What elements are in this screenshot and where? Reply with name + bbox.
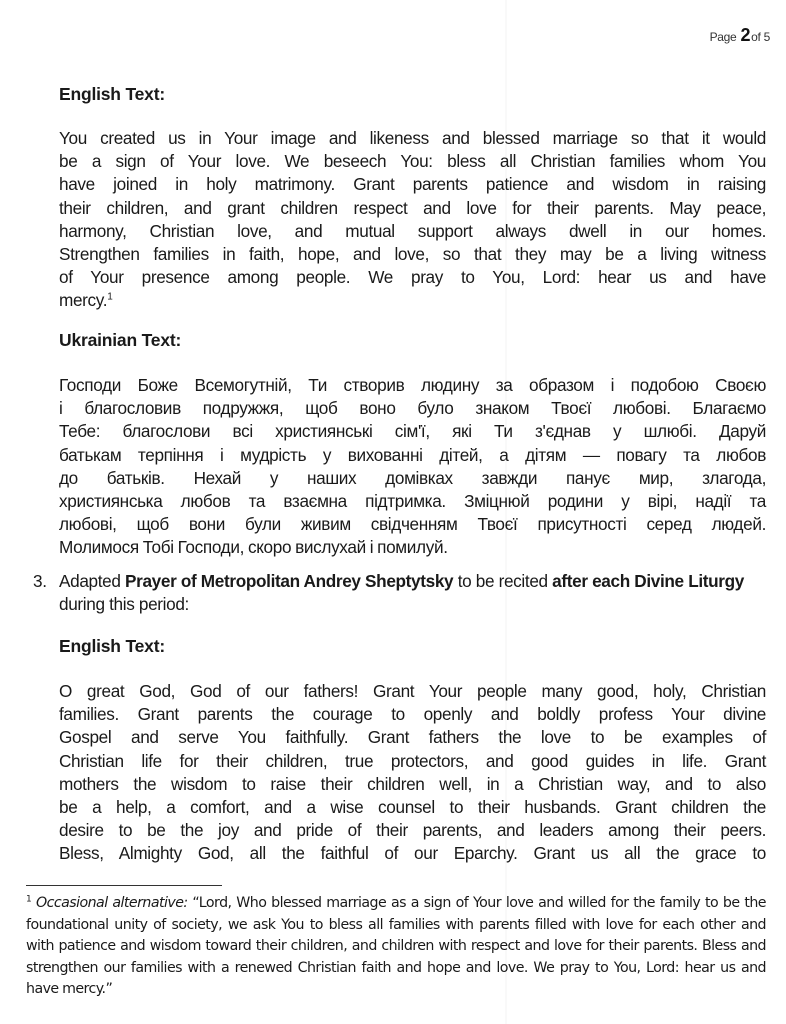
text-line: Christian life for their children, true protectors, and good guides in life. Grant (59, 750, 766, 771)
text-line: Bless, Almighty God, all the faithful of our Eparchy. Grant us all the grace to (59, 843, 766, 864)
footnote-line: with patience and wisdom toward their children, and children with respect and love for their parents. Bless and (26, 938, 766, 954)
text-line: have joined in holy matrimony. Grant parents patience and wisdom in raising (59, 174, 766, 195)
page-indicator (710, 25, 770, 46)
text-line: mothers the wisdom to raise their children well, in a Christian way, and to also (59, 773, 766, 794)
list-item-number: 3. (33, 571, 47, 591)
text-line: Strengthen families in faith, hope, and love, so that they may be a living witness (59, 244, 766, 265)
text-line: of Your presence among people. We pray to You, Lord: hear us and have (59, 267, 766, 288)
footnote-marker: 1 (26, 894, 32, 905)
footnote-line: have mercy.” (26, 981, 113, 997)
text-line: Gospel and serve You faithfully. Grant fathers the love to be examples of (59, 727, 766, 748)
page-label: Page (709, 30, 737, 44)
text-line: families. Grant parents the courage to openly and boldly profess Your divine (59, 704, 766, 725)
footnote-label: Occasional alternative: (35, 895, 188, 911)
footnote-line: strengthen our families with a renewed Christian faith and hope and love. We pray to You, Lord: hear us and (26, 959, 766, 976)
item-bold-timing: after each Divine Liturgy (552, 571, 744, 591)
page-total: of 5 (751, 30, 770, 44)
item-text: during this period: (59, 594, 189, 615)
text-line: O great God, God of our fathers! Grant Your people many good, holy, Christian (59, 681, 766, 701)
text-line: батькам терпіння і мудрість у вихованні дітей, а дітям — повагу та любов (59, 444, 766, 465)
sheptytsky-prayer-paragraph (59, 680, 766, 866)
footnote-line (26, 893, 766, 915)
english-text-heading: English Text: (59, 84, 165, 104)
text-line-content: mercy. (59, 290, 108, 311)
text-line: be a sign of Your love. We beseech You: bless all Christian families whom You (59, 151, 766, 172)
footnote-line: foundational unity of society, we ask You to bless all families with parents filled with love for each other and (26, 916, 766, 933)
item-text: Adapted (59, 571, 126, 591)
text-line: desire to be the joy and pride of their parents, and leaders among their peers. (59, 820, 766, 841)
list-item-3 (33, 570, 766, 616)
ukrainian-text-heading: Ukrainian Text: (59, 330, 182, 350)
footnote-separator (26, 885, 222, 886)
ukrainian-prayer-paragraph (59, 374, 766, 560)
english-text-heading-2: English Text: (59, 636, 165, 656)
footnote (26, 893, 766, 1001)
text-line: their children, and grant children respect and love for their parents. May peace, (59, 197, 766, 218)
item-text: to be recited (453, 571, 553, 591)
text-line: You created us in Your image and likeness and blessed marriage so that it would (59, 128, 766, 148)
footnote-reference[interactable]: 1 (107, 291, 113, 303)
text-line: be a help, a comfort, and a wise counsel to their husbands. Grant children the (59, 797, 766, 818)
page-current: 2 (740, 25, 751, 45)
text-line: Тебе: благослови всі християнські сім'ї, які Ти з'єднав у шлюбі. Даруй (59, 421, 766, 442)
list-item-body (59, 570, 766, 616)
item-bold-title: Prayer of Metropolitan Andrey Sheptytsky (125, 571, 454, 591)
text-line: Молимося Тобі Господи, скоро вислухай і помилуй. (59, 537, 448, 558)
text-line: християнська любов та взаємна підтримка. Зміцнюй родини у вірі, надії та (59, 491, 766, 512)
text-line: і благословив подружжя, щоб воно було знаком Твоєї любові. Благаємо (59, 398, 766, 419)
footnote-text: “Lord, Who blessed marriage as a sign of Your love and willed for the family to be the (187, 895, 766, 911)
text-line (59, 289, 766, 312)
text-line: Господи Боже Всемогутній, Ти створив людину за образом і подобою Своєю (59, 375, 766, 395)
text-line: до батьків. Нехай у наших домівках завжди панує мир, злагода, (59, 467, 766, 488)
text-line: любові, щоб вони були живим свідченням Твоєї присутності серед людей. (59, 514, 766, 535)
english-prayer-paragraph (59, 127, 766, 313)
text-line: harmony, Christian love, and mutual support always dwell in our homes. (59, 220, 766, 241)
